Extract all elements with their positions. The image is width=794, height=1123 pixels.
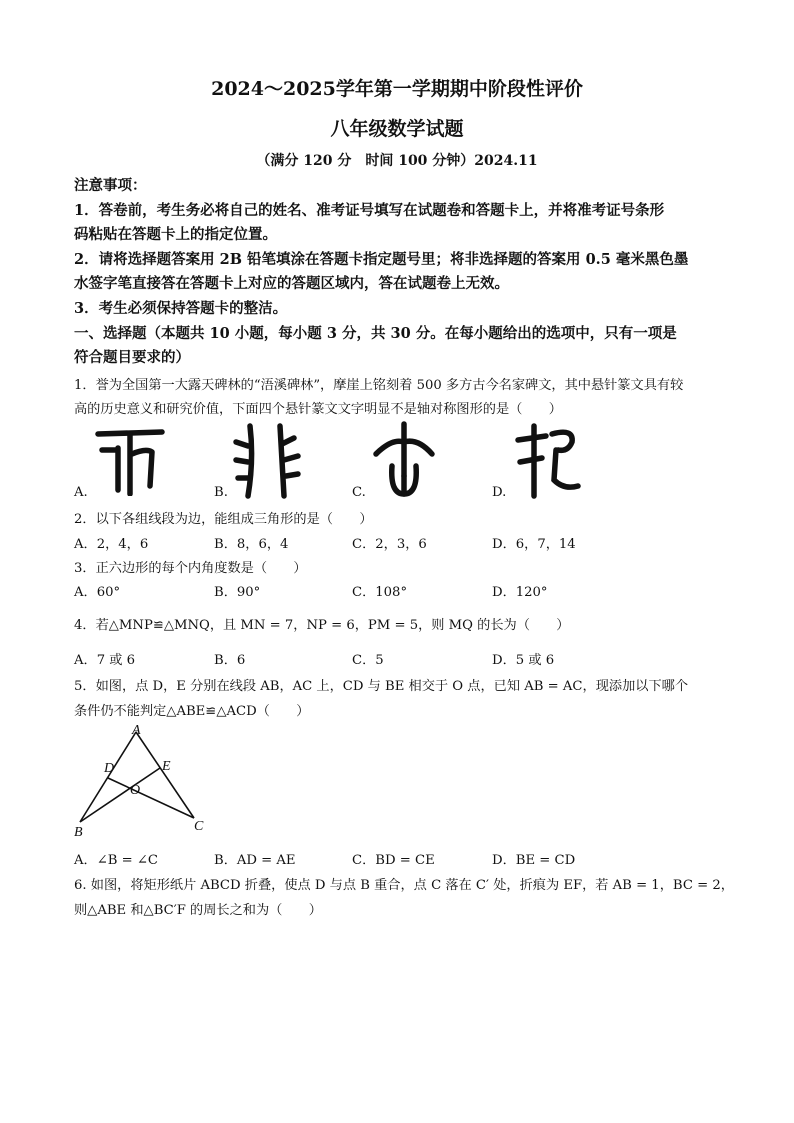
q5-label-e: E (162, 759, 171, 774)
q2-option-a: A．2，4，6 (74, 537, 149, 552)
q2-option-b: B．8，6，4 (214, 537, 289, 552)
q1-option-c: C. (352, 485, 366, 500)
q5-option-d: D．BE = CD (492, 853, 576, 868)
seal-glyph-a (90, 424, 170, 496)
q5-stem-line-2: 条件仍不能判定△ABE≌△ACD（ ） (74, 704, 310, 719)
q5-label-b: B (74, 825, 83, 840)
q6-stem-line-1: 6. 如图，将矩形纸片 ABCD 折叠，使点 D 与点 B 重合，点 C 落在 C′ 处，折痕为 EF，若 AB = 1，BC = 2， (74, 878, 734, 893)
q4-option-d: D．5 或 6 (492, 653, 555, 668)
q3-option-a: A．60° (74, 585, 121, 600)
q3-option-c: C．108° (352, 585, 408, 600)
q3-option-d: D．120° (492, 585, 548, 600)
q5-triangle-figure (70, 722, 220, 840)
notice-item-2-line-1: 2．请将选择题答案用 2B 铅笔填涂在答题卡指定题号里；将非选择题的答案用 0.5 毫米黑色墨 (74, 251, 689, 268)
section-1-heading-line-2: 符合题目要求的） (74, 349, 190, 366)
q1-option-d: D. (492, 485, 507, 500)
seal-glyph-d (512, 420, 584, 500)
notice-heading: 注意事项： (74, 177, 147, 194)
q4-stem: 4．若△MNP≌△MNQ，且 MN = 7，NP = 6，PM = 5，则 MQ 的长为（ ） (74, 618, 570, 633)
notice-item-1-line-2: 码粘贴在答题卡上的指定位置。 (74, 226, 277, 243)
q5-label-c: C (194, 819, 204, 834)
q5-label-o: O (130, 783, 141, 798)
q4-option-c: C．5 (352, 653, 384, 668)
q5-option-c: C．BD = CE (352, 853, 435, 868)
q5-stem-line-1: 5．如图，点 D，E 分别在线段 AB，AC 上，CD 与 BE 相交于 O 点，已知 AB = AC，现添加以下哪个 (74, 679, 689, 694)
q1-stem-line-2: 高的历史意义和研究价值，下面四个悬针篆文文字明显不是轴对称图形的是（ ） (74, 402, 562, 417)
q2-option-d: D．6，7，14 (492, 537, 576, 552)
seal-glyph-c (372, 420, 436, 500)
q4-option-b: B．6 (214, 653, 246, 668)
notice-item-1-line-1: 1．答卷前，考生务必将自己的姓名、准考证号填写在试题卷和答题卡上，并将准考证号条形 (74, 202, 665, 219)
exam-subtitle: 八年级数学试题 (330, 118, 464, 140)
q3-stem: 3．正六边形的每个内角度数是（ ） (74, 561, 307, 576)
q1-stem-line-1: 1．誉为全国第一大露天碑林的“浯溪碑林”，摩崖上铭刻着 500 多方古今名家碑文，其中悬针篆文具有较 (74, 378, 684, 393)
q4-option-a: A．7 或 6 (74, 653, 136, 668)
q6-stem-line-2: 则△ABE 和△BC′F 的周长之和为（ ） (74, 903, 322, 918)
q2-option-c: C．2，3，6 (352, 537, 427, 552)
q3-option-b: B．90° (214, 585, 261, 600)
q5-label-d: D (104, 761, 115, 776)
q1-option-b: B. (214, 485, 228, 500)
notice-item-3: 3．考生必须保持答题卡的整洁。 (74, 300, 288, 317)
q2-stem: 2．以下各组线段为边，能组成三角形的是（ ） (74, 512, 373, 527)
seal-glyph-b (232, 420, 304, 500)
q1-option-a: A. (74, 485, 88, 500)
notice-item-2-line-2: 水签字笔直接答在答题卡上对应的答题区域内，答在试题卷上无效。 (74, 275, 509, 292)
section-1-heading-line-1: 一、选择题（本题共 10 小题，每小题 3 分，共 30 分。在每小题给出的选项中，只有一项是 (74, 325, 677, 342)
q5-label-a: A (132, 723, 141, 738)
q5-option-a: A．∠B = ∠C (74, 853, 159, 868)
exam-info: （满分 120 分 时间 100 分钟）2024.11 (256, 153, 538, 169)
q5-option-b: B．AD = AE (214, 853, 296, 868)
exam-title: 2024～2025学年第一学期期中阶段性评价 (211, 78, 583, 100)
